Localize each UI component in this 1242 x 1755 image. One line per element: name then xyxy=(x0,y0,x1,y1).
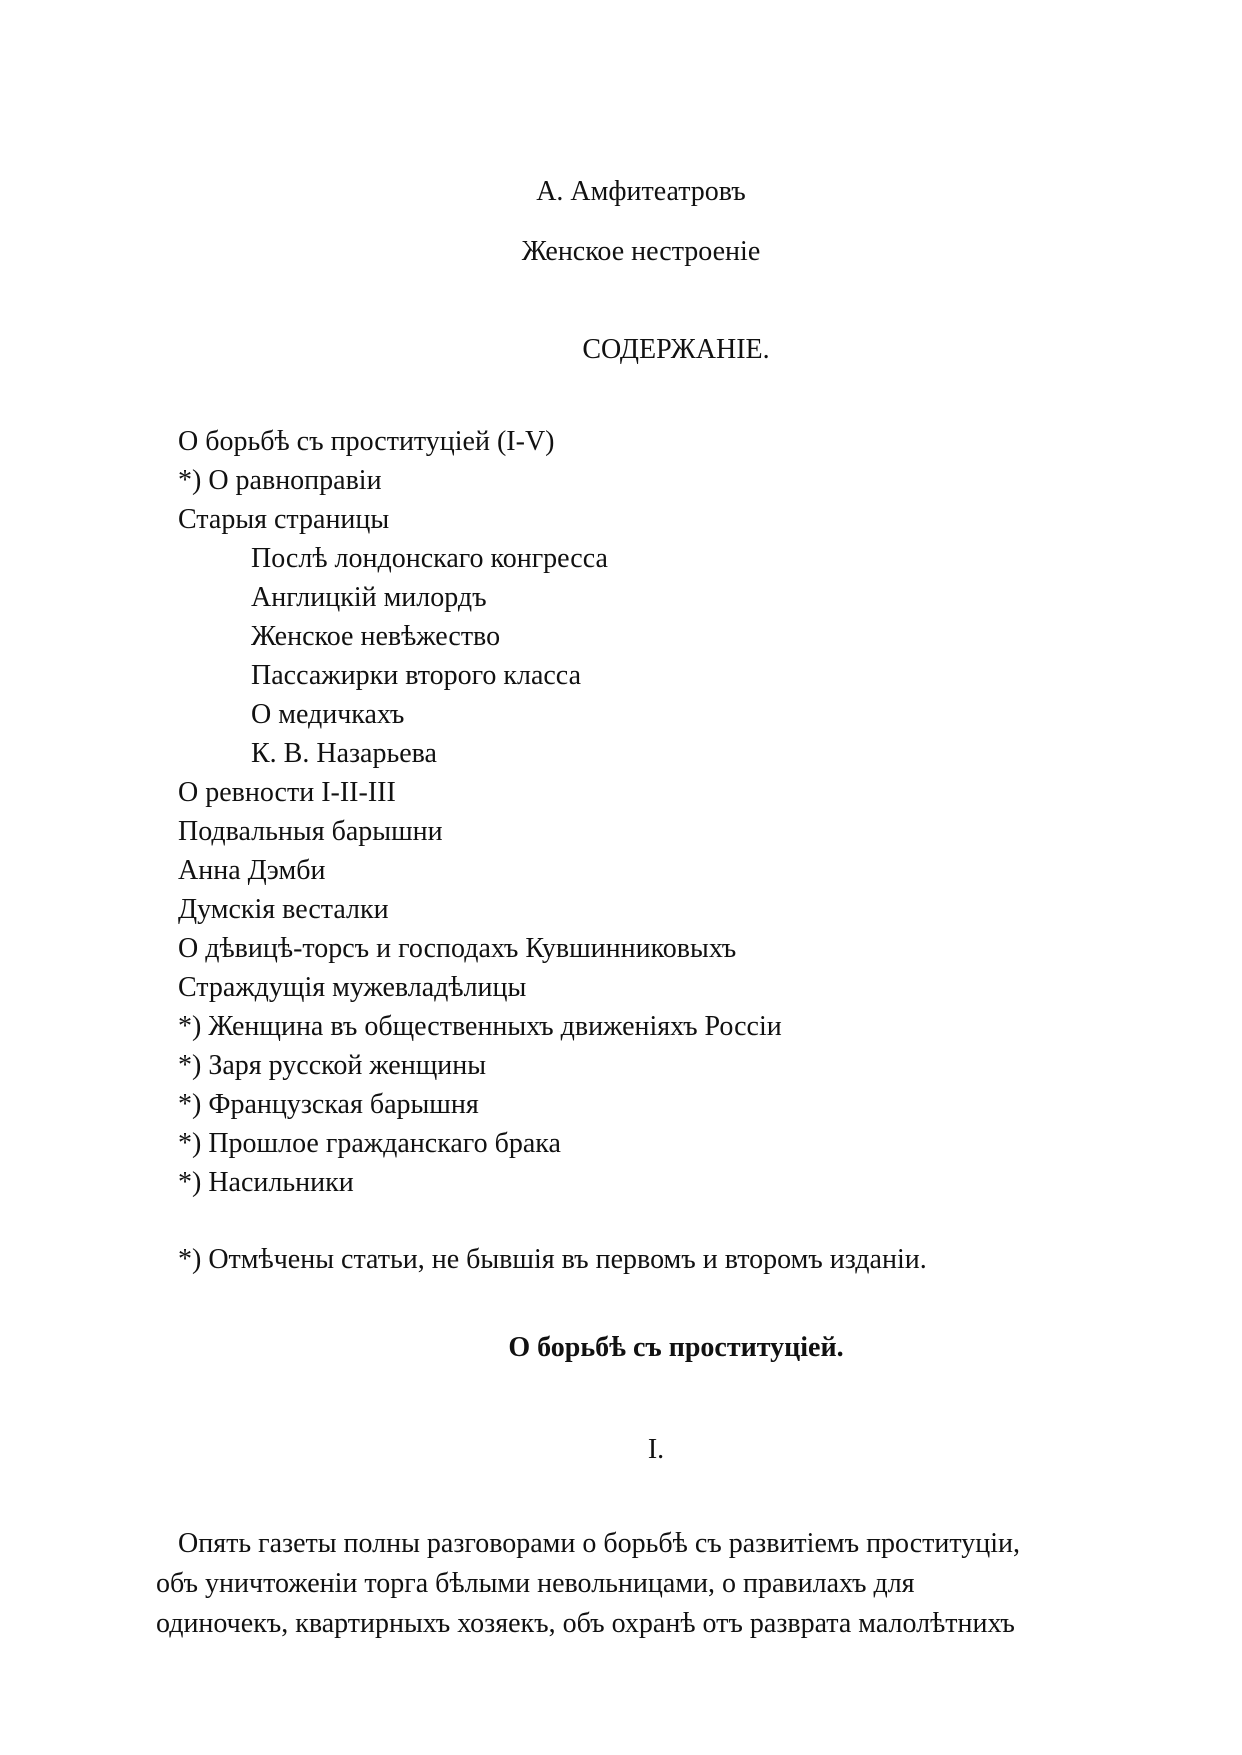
toc-item: Старыя страницы xyxy=(178,504,390,535)
toc-item: *) Женщина въ общественныхъ движеніяхъ Россіи xyxy=(178,1011,782,1042)
footnote: *) Отмѣчены статьи, не бывшія въ первомъ и второмъ изданіи. xyxy=(178,1244,927,1275)
section-heading: О борьбѣ съ проституціей. xyxy=(508,1332,844,1363)
toc-item: *) Заря русской женщины xyxy=(178,1050,487,1081)
toc-subitem: К. В. Назарьева xyxy=(251,738,437,769)
toc-subitem: Послѣ лондонскаго конгресса xyxy=(251,543,608,574)
body-paragraph xyxy=(156,1524,1146,1644)
toc-item: Подвальныя барышни xyxy=(178,816,443,847)
toc-item: *) О равноправіи xyxy=(178,465,382,496)
toc-item: *) Прошлое гражданскаго брака xyxy=(178,1128,561,1159)
toc-item: Страждущія мужевладѣлицы xyxy=(178,972,527,1003)
work-title: Женское нестроеніе xyxy=(521,236,761,267)
paragraph-line: объ уничтоженіи торга бѣлыми невольницами, о правилахъ для xyxy=(156,1568,915,1599)
toc-item: Думскія весталки xyxy=(178,894,389,925)
paragraph-line: Опять газеты полны разговорами о борьбѣ съ развитіемъ проституціи, xyxy=(178,1528,1021,1559)
author-name: А. Амфитеатровъ xyxy=(536,176,746,207)
toc-item: *) Французская барышня xyxy=(178,1089,479,1120)
toc-subitem: Пассажирки второго класса xyxy=(251,660,581,691)
chapter-numeral: I. xyxy=(647,1434,665,1465)
toc-subitem: О медичкахъ xyxy=(251,699,405,730)
table-of-contents xyxy=(0,422,1242,1202)
toc-item: О дѣвицѣ-торсъ и господахъ Кувшинниковыхъ xyxy=(178,933,737,964)
toc-item: О борьбѣ съ проституціей (I-V) xyxy=(178,426,555,457)
paragraph-line: одиночекъ, квартирныхъ хозяекъ, объ охранѣ отъ разврата малолѣтнихъ xyxy=(156,1608,1015,1639)
toc-item: Анна Дэмби xyxy=(178,855,326,886)
toc-item: О ревности I-II-III xyxy=(178,777,396,808)
toc-subitem: Женское невѣжество xyxy=(251,621,501,652)
contents-heading: СОДЕРЖАНІЕ. xyxy=(582,334,770,365)
toc-item: *) Насильники xyxy=(178,1167,354,1198)
toc-subitem: Англицкій милордъ xyxy=(251,582,487,613)
